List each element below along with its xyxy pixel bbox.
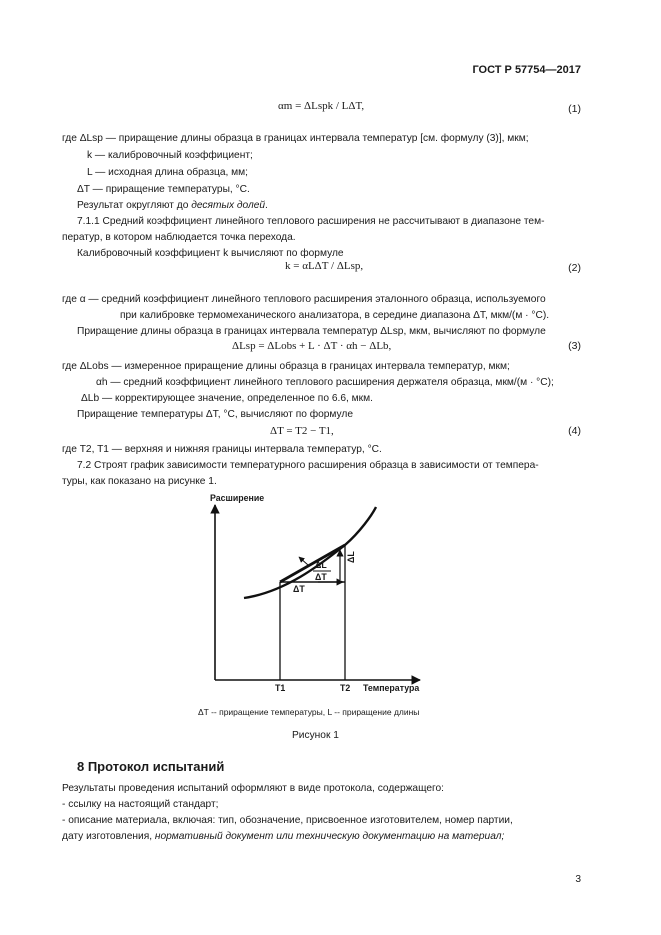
where1-line3: L — исходная длина образца, мм; xyxy=(87,167,249,178)
figure-delta-t: ΔT xyxy=(293,584,305,594)
where4-line1: где T2, T1 — верхняя и нижняя границы интервала температур, °С. xyxy=(62,444,382,455)
where1-line2: k — калибровочный коэффициент; xyxy=(87,150,253,161)
section8-line4-plain: дату изготовления, xyxy=(62,831,153,842)
section8-line1: Результаты проведения испытаний оформляют в виде протокола, содержащего: xyxy=(62,783,445,794)
equation-3-number: (3) xyxy=(568,340,581,352)
where2-line1: где α — средний коэффициент линейного теплового расширения эталонного образца, используемого xyxy=(62,294,546,305)
secant-line xyxy=(280,545,345,582)
rounding-suffix: . xyxy=(265,200,268,211)
section8-line3: - описание материала, включая: тип, обозначение, присвоенное изготовителем, номер партии, xyxy=(62,815,513,826)
rounding-emphasis: десятых долей xyxy=(191,200,266,211)
page-number: 3 xyxy=(575,874,581,885)
equation-2: k = αLΔT / ΔLsp, xyxy=(285,260,364,272)
section-8-title: 8 Протокол испытаний xyxy=(77,759,225,774)
section8-line4-italic: нормативный документ или техническую документацию на материал; xyxy=(154,831,505,842)
rounding-prefix: Результат округляют до xyxy=(77,200,189,211)
figure-caption: Рисунок 1 xyxy=(292,730,339,741)
figure-t2: T2 xyxy=(340,683,351,693)
figure-t1: T1 xyxy=(275,683,286,693)
p711-line1: 7.1.1 Средний коэффициент линейного теплового расширения не рассчитывают в диапазоне тем- xyxy=(77,216,545,227)
p711-line2: ператур, в котором наблюдается точка перехода. xyxy=(62,232,296,243)
where1-line4: ΔT — приращение температуры, °С. xyxy=(77,184,250,195)
equation-1-number: (1) xyxy=(568,103,581,115)
figure-y-label: Расширение xyxy=(210,493,265,503)
figure-slope-top: ΔL xyxy=(315,560,327,570)
expansion-curve xyxy=(244,507,376,598)
where2-line2: при калибровке термомеханического анализатора, в середине диапазона ΔT, мкм/(м · °С). xyxy=(120,310,550,321)
p72-line1: 7.2 Строят график зависимости температурного расширения образца в зависимости от темпера- xyxy=(77,460,539,471)
equation-3: ΔLsp = ΔLobs + L · ΔT · αh − ΔLb, xyxy=(232,340,392,352)
section8-line4 xyxy=(62,831,504,842)
p72-line2: туры, как показано на рисунке 1. xyxy=(62,476,217,487)
figure-slope-bottom: ΔT xyxy=(315,572,327,582)
section8-line2: - ссылку на настоящий стандарт; xyxy=(62,799,219,810)
equation-1: αm = ΔLspk / LΔT, xyxy=(278,100,365,112)
where3-line3: ΔLb — корректирующее значение, определенное по 6.6, мкм. xyxy=(81,393,373,404)
where1-line1: где ΔLsp — приращение длины образца в границах интервала температур [см. формулу (3)], мкм; xyxy=(62,133,529,144)
equation-4-number: (4) xyxy=(568,425,581,437)
equation-2-number: (2) xyxy=(568,262,581,274)
figure-legend: ΔT -- приращение температуры, L -- приращение длины xyxy=(198,707,420,717)
figure-delta-l-side: ΔL xyxy=(346,551,356,563)
where3-line1: где ΔLobs — измеренное приращение длины образца в границах интервала температур, мкм; xyxy=(62,361,510,372)
where3-line2: αh — средний коэффициент линейного теплового расширения держателя образца, мкм/(м · °С); xyxy=(96,377,554,388)
equation-4: ΔT = T2 − T1, xyxy=(270,425,334,437)
standard-header: ГОСТ Р 57754—2017 xyxy=(472,64,581,76)
slope-pointer xyxy=(299,557,308,565)
temp-intro: Приращение температуры ΔT, °С, вычисляют по формуле xyxy=(77,409,354,420)
incr-intro: Приращение длины образца в границах интервала температур ΔLsp, мкм, вычисляют по формуле xyxy=(77,326,546,337)
figure-x-label: Температура xyxy=(363,683,420,693)
calib-intro: Калибровочный коэффициент k вычисляют по формуле xyxy=(77,248,344,259)
